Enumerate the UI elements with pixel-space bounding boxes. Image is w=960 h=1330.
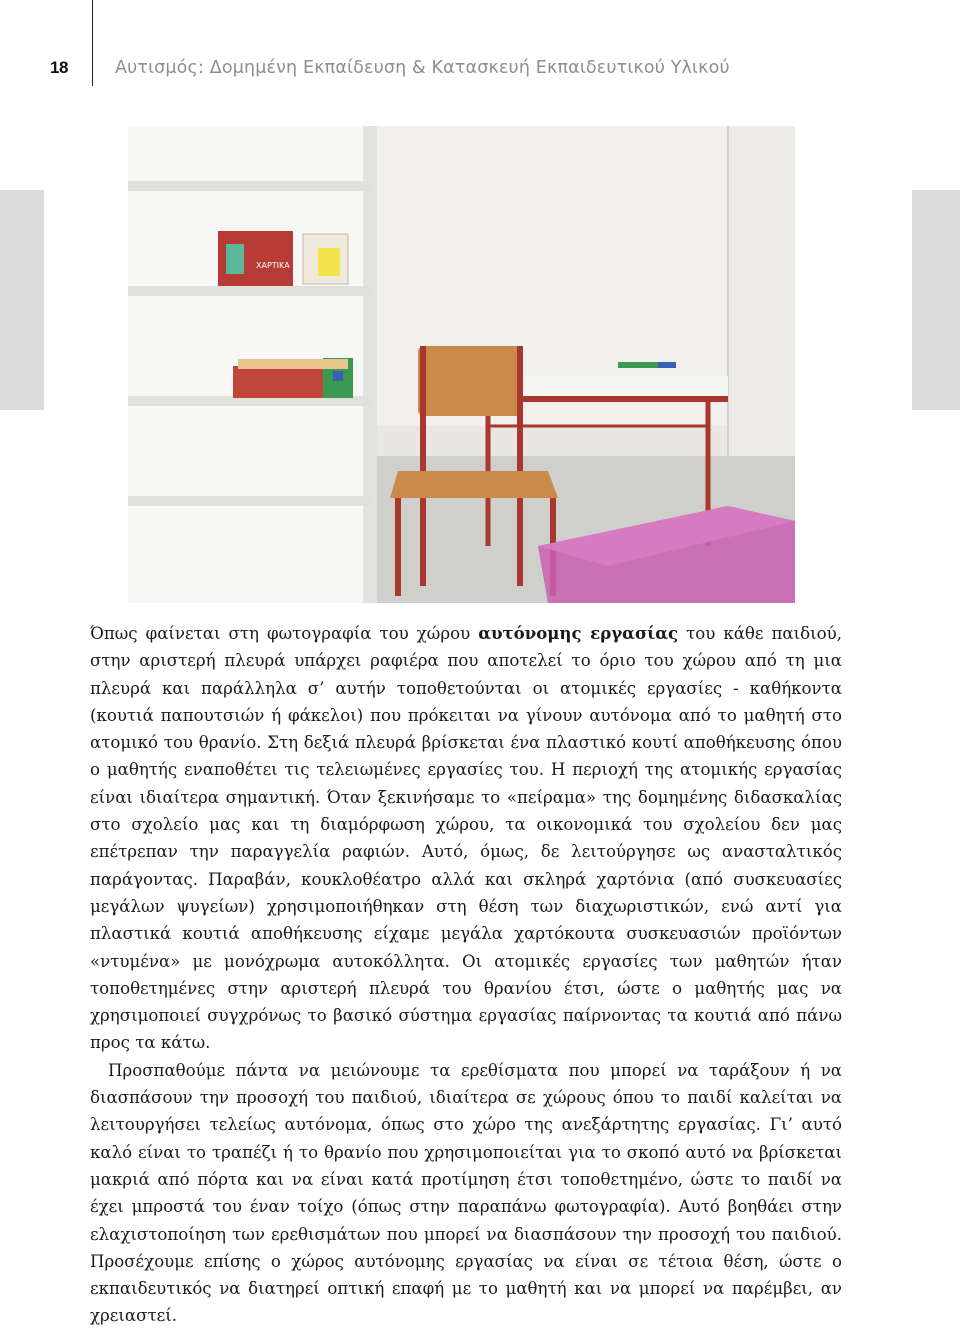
blue-card — [658, 362, 676, 368]
photo-workspace — [128, 126, 795, 603]
chair-back — [418, 346, 523, 416]
shelf-board — [128, 496, 373, 506]
red-tray — [233, 366, 323, 398]
chair-seat — [390, 471, 558, 498]
paragraph-2: Προσπαθούμε πάντα να μειώνουμε τα ερεθίσματα που μπορεί να ταράξουν ή να διασπάσουν την προσοχή του παιδιού, ιδιαίτερα σε χώρους όπου το παιδί καλείται να λειτουργήσει τελείως αυτόνομα, όπως στο χώρο της ανεξάρτητης εργασίας. Γι’ αυτό καλό είναι το τραπέζι ή το θρανίο που χρησιμοποιείται για το σκοπό αυτό να βρίσκεται μακριά από πόρτα και να είναι κατά προτίμηση έτσι τοποθετημένο, ώστε το παιδί να έχει μπροστά του έναν τοίχο (όπως στην παραπάνω φωτογραφία). Αυτό βοηθάει στην ελαχιστοποίηση των ερεθισμάτων που μπορεί να διασπάσουν την προσοχή του παιδιού. Προσέχουμε επίσης ο χώρος αυτόνομης εργασίας να είναι σε τέτοια θέση, ώστε ο εκπαιδευτικός να διατηρεί οπτική επαφή με το μαθητή και να μπορεί να παρέμβει, αν χρειαστεί. — [90, 1060, 842, 1326]
box-label: ΧΑΡΤΙΚΑ — [256, 261, 290, 270]
p1-bold-term: αυτόνομης εργασίας — [478, 623, 679, 643]
running-head: Αυτισμός: Δομημένη Εκπαίδευση & Κατασκευή Εκπαιδευτικού Υλικού — [115, 58, 730, 78]
green-card — [618, 362, 658, 368]
shelf-board — [128, 286, 373, 296]
yellow-label — [318, 248, 340, 276]
paragraph-1 — [90, 620, 842, 1057]
header-rule — [92, 0, 93, 86]
side-tab-right — [912, 190, 960, 410]
body-text — [90, 620, 842, 1330]
p1-text-rest: του κάθε παιδιού, στην αριστερή πλευρά υπάρχει ραφιέρα που αποτελεί το όριο του χώρου από τη μια πλευρά και παράλληλα σ’ αυτήν τοποθετούνται οι ατομικές εργασίες - καθήκοντα (κουτιά παπουτσιών ή φάκελοι) που πρόκειται να γίνουν αυτόνομα από το μαθητή στο ατομικό του θρανίο. Στη δεξιά πλευρά βρίσκεται ένα πλαστικό κουτί αποθήκευσης όπου ο μαθητής εναποθέτει τις τελειωμένες εργασίες του. Η περιοχή της ατομικής εργασίας είναι ιδιαίτερα σημαντική. Όταν ξεκινήσαμε το «πείραμα» της δομημένης διδασκαλίας στο σχολείο μας και τη διαμόρφωση χώρου, τα οικονομικά του σχολείου δεν μας επέτρεπαν την παραγγελία ραφιών. Αυτό, όμως, δε λειτούργησε ως ανασταλτικός παράγοντας. Παραβάν, κουκλοθέατρο αλλά και σκληρά χαρτόνια (από συσκευασίες μεγάλων ψυγείων) χρησιμοποιήθηκαν στη θέση των διαχωριστικών, ενώ αντί για πλαστικά κουτιά αποθήκευσης είχαμε μεγάλα χαρτόκουτα συσκευασιών προϊόντων «ντυμένα» με μονόχρωμα αυτοκόλλητα. Οι ατομικές εργασίες των μαθητών ήταν τοποθετημένες στην αριστερή πλευρά του θρανίου έτσι, ώστε ο μαθητής μας να χρησιμοποιεί συγχρόνως το βασικό σύστημα εργασίας παίρνοντας τα κουτιά από πάνω προς τα κάτω. — [90, 624, 842, 1053]
p1-text-start: Όπως φαίνεται στη φωτογραφία του χώρου — [90, 624, 479, 643]
page-number: 18 — [50, 58, 68, 77]
green-label — [226, 244, 244, 274]
blue-label — [333, 371, 343, 381]
shelf-board — [128, 181, 373, 191]
side-tab-left — [0, 190, 44, 410]
photo-illustration — [128, 126, 795, 603]
